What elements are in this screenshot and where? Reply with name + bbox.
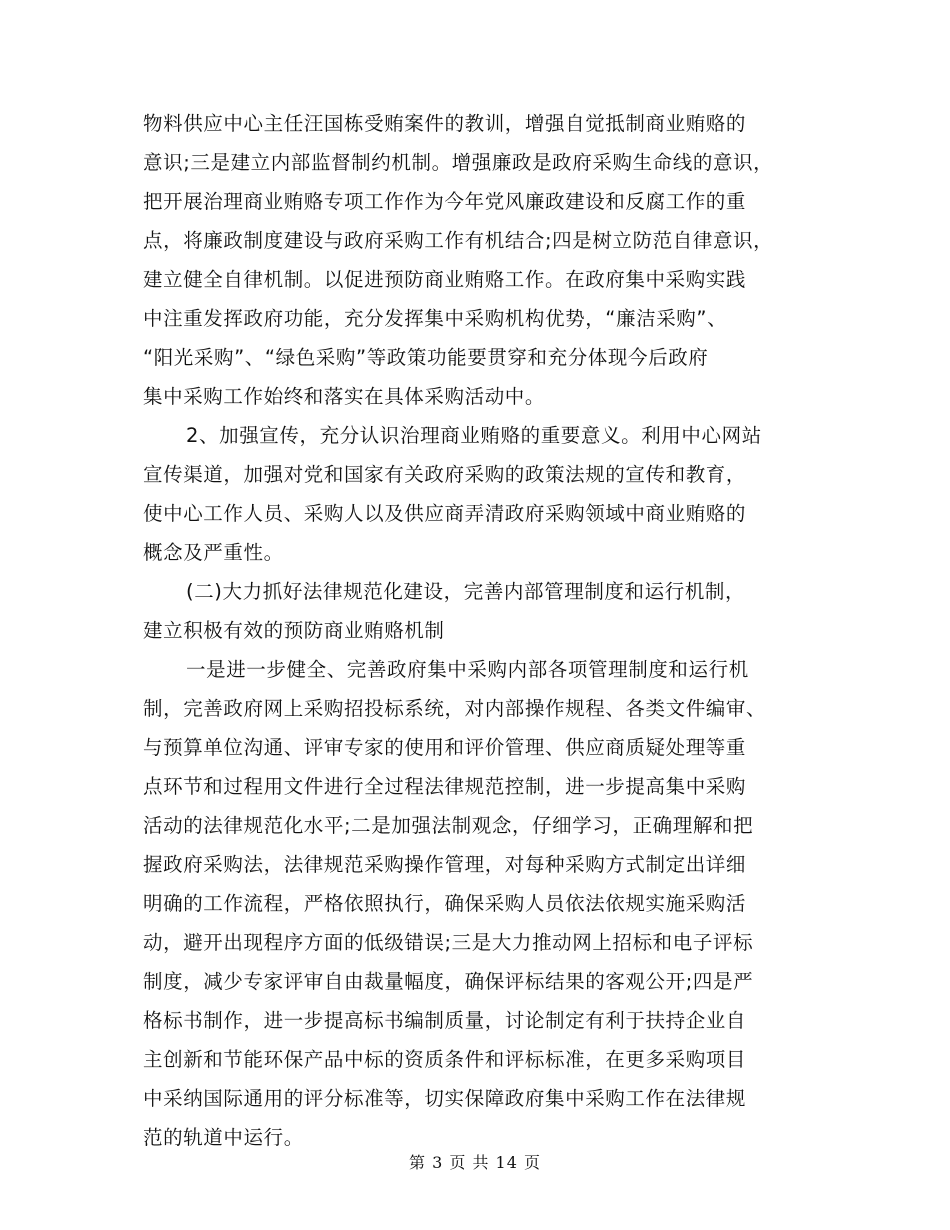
text-line: 物料供应中心主任汪国栋受贿案件的教训，增强自觉抵制商业贿赂的 bbox=[143, 112, 747, 135]
page-number: 第 3 页 共 14 页 bbox=[409, 1153, 541, 1172]
text-line: 集中采购工作始终和落实在具体采购活动中。 bbox=[143, 385, 546, 408]
text-line: 中注重发挥政府功能，充分发挥集中采购机构优势，“廉洁采购”、 bbox=[143, 307, 728, 330]
text-line: “阳光采购”、“绿色采购”等政策功能要贯穿和充分体现今后政府 bbox=[143, 346, 709, 369]
text-line: 点，将廉政制度建设与政府采购工作有机结合;四是树立防范自律意识， bbox=[143, 229, 774, 252]
text-line: 与预算单位沟通、评审专家的使用和评价管理、供应商质疑处理等重 bbox=[143, 736, 747, 759]
text-line: 中采纳国际通用的评分标准等，切实保障政府集中采购工作在法律规 bbox=[143, 1087, 747, 1110]
text-line: 动，避开出现程序方面的低级错误;三是大力推动网上招标和电子评标 bbox=[143, 931, 754, 954]
text-line: 活动的法律规范化水平;二是加强法制观念，仔细学习，正确理解和把 bbox=[143, 814, 754, 837]
text-line: 2、加强宣传，充分认识治理商业贿赂的重要意义。利用中心网站 bbox=[186, 424, 762, 447]
text-line: 一是进一步健全、完善政府集中采购内部各项管理制度和运行机 bbox=[186, 658, 749, 681]
text-line: 范的轨道中运行。 bbox=[143, 1126, 304, 1149]
text-line: 使中心工作人员、采购人以及供应商弄清政府采购领域中商业贿赂的 bbox=[143, 502, 747, 525]
text-line: 宣传渠道，加强对党和国家有关政府采购的政策法规的宣传和教育， bbox=[143, 463, 747, 486]
text-line: 主创新和节能环保产品中标的资质条件和评标标准，在更多采购项目 bbox=[143, 1048, 747, 1071]
text-line: 意识;三是建立内部监督制约机制。增强廉政是政府采购生命线的意识， bbox=[143, 151, 774, 174]
text-line: 概念及严重性。 bbox=[143, 541, 284, 564]
text-line: 制度，减少专家评审自由裁量幅度，确保评标结果的客观公开;四是严 bbox=[143, 970, 754, 993]
text-line: 把开展治理商业贿赂专项工作作为今年党风廉政建设和反腐工作的重 bbox=[143, 190, 747, 213]
text-line: (二)大力抓好法律规范化建设，完善内部管理制度和运行机制， bbox=[186, 580, 746, 603]
text-line: 建立积极有效的预防商业贿赂机制 bbox=[143, 619, 445, 642]
text-line: 建立健全自律机制。以促进预防商业贿赂工作。在政府集中采购实践 bbox=[143, 268, 747, 291]
text-line: 明确的工作流程，严格依照执行，确保采购人员依法依规实施采购活 bbox=[143, 892, 747, 915]
text-line: 握政府采购法，法律规范采购操作管理，对每种采购方式制定出详细 bbox=[143, 853, 747, 876]
text-line: 点环节和过程用文件进行全过程法律规范控制，进一步提高集中采购 bbox=[143, 775, 747, 798]
document-body bbox=[143, 104, 823, 1157]
text-line: 格标书制作，进一步提高标书编制质量，讨论制定有利于扶持企业自 bbox=[143, 1009, 747, 1032]
text-line: 制，完善政府网上采购招投标系统，对内部操作规程、各类文件编审、 bbox=[143, 697, 767, 720]
